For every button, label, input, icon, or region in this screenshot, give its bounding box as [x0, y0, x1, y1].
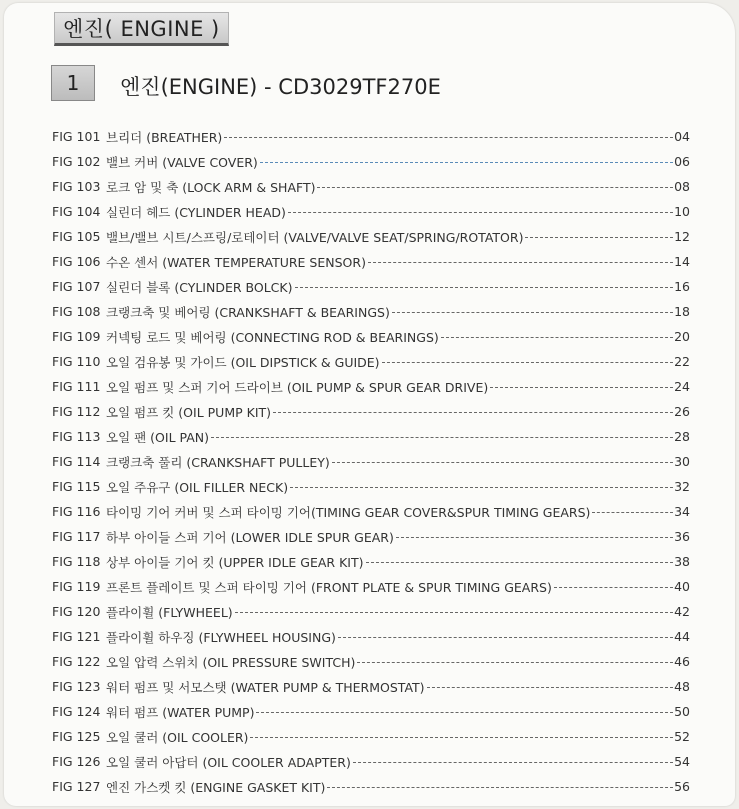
entry-title: 플라이휠 (FLYWHEEL) — [106, 604, 233, 620]
entry-title: 오일 쿨러 아답터 (OIL COOLER ADAPTER) — [106, 754, 351, 770]
dot-leader — [290, 487, 673, 488]
figure-number: FIG 109 — [52, 329, 101, 344]
dot-leader — [353, 762, 673, 763]
page-number: 34 — [674, 504, 690, 519]
toc-entry[interactable] — [52, 424, 690, 449]
entry-title: 프론트 플레이트 및 스퍼 타이밍 기어 (FRONT PLATE & SPUR TIMING GEARS) — [106, 579, 552, 595]
page-number: 26 — [674, 404, 690, 419]
figure-number: FIG 107 — [52, 279, 101, 294]
dot-leader — [338, 637, 673, 638]
page-number: 30 — [674, 454, 690, 469]
page-number: 56 — [674, 779, 690, 794]
page-number: 20 — [674, 329, 690, 344]
figure-number: FIG 116 — [52, 504, 101, 519]
page-number: 04 — [674, 129, 690, 144]
dot-leader — [256, 712, 673, 713]
dot-leader — [224, 137, 673, 138]
toc-entry[interactable] — [52, 274, 690, 299]
entry-title: 실린더 헤드 (CYLINDER HEAD) — [106, 204, 286, 220]
toc-entry[interactable] — [52, 374, 690, 399]
figure-number: FIG 122 — [52, 654, 101, 669]
document-page — [4, 3, 735, 806]
dot-leader — [441, 337, 673, 338]
entry-title: 엔진 가스켓 킷 (ENGINE GASKET KIT) — [106, 779, 326, 795]
page-number: 48 — [674, 679, 690, 694]
entry-title: 로크 암 및 축 (LOCK ARM & SHAFT) — [106, 179, 316, 195]
toc-entry[interactable] — [52, 249, 690, 274]
figure-number: FIG 125 — [52, 729, 101, 744]
dot-leader — [211, 437, 673, 438]
figure-number: FIG 119 — [52, 579, 101, 594]
figure-number: FIG 108 — [52, 304, 101, 319]
entry-title: 실린더 블록 (CYLINDER BOLCK) — [106, 279, 293, 295]
entry-title: 커넥팅 로드 및 베어링 (CONNECTING ROD & BEARINGS) — [106, 329, 439, 345]
figure-number: FIG 111 — [52, 379, 101, 394]
figure-number: FIG 103 — [52, 179, 101, 194]
page-number: 54 — [674, 754, 690, 769]
toc-entry[interactable] — [52, 549, 690, 574]
figure-number: FIG 114 — [52, 454, 101, 469]
toc-entry[interactable] — [52, 649, 690, 674]
figure-number: FIG 112 — [52, 404, 101, 419]
figure-number: FIG 104 — [52, 204, 101, 219]
figure-number: FIG 105 — [52, 229, 101, 244]
figure-number: FIG 106 — [52, 254, 101, 269]
figure-number: FIG 113 — [52, 429, 101, 444]
figure-number: FIG 126 — [52, 754, 101, 769]
figure-number: FIG 115 — [52, 479, 101, 494]
toc-entry[interactable] — [52, 749, 690, 774]
entry-title: 밸브 커버 (VALVE COVER) — [106, 154, 258, 170]
page-number: 10 — [674, 204, 690, 219]
figure-number: FIG 127 — [52, 779, 101, 794]
section-tab: 엔진( ENGINE ) — [54, 12, 229, 46]
toc-entry[interactable] — [52, 774, 690, 799]
dot-leader — [288, 212, 673, 213]
toc-entry[interactable] — [52, 199, 690, 224]
figure-number: FIG 123 — [52, 679, 101, 694]
entry-title: 크랭크축 및 베어링 (CRANKSHAFT & BEARINGS) — [106, 304, 390, 320]
toc-entry[interactable] — [52, 224, 690, 249]
dot-leader — [295, 287, 674, 288]
entry-title: 밸브/밸브 시트/스프링/로테이터 (VALVE/VALVE SEAT/SPRING/ROTATOR) — [106, 229, 524, 245]
entry-title: 오일 검유봉 및 가이드 (OIL DIPSTICK & GUIDE) — [106, 354, 380, 370]
page-number: 24 — [674, 379, 690, 394]
page-number: 36 — [674, 529, 690, 544]
figure-number: FIG 124 — [52, 704, 101, 719]
toc-entry[interactable] — [52, 699, 690, 724]
figure-number: FIG 118 — [52, 554, 101, 569]
dot-leader — [327, 787, 673, 788]
page-number: 28 — [674, 429, 690, 444]
entry-title: 크랭크축 풀리 (CRANKSHAFT PULLEY) — [106, 454, 330, 470]
entry-title: 워터 펌프 (WATER PUMP) — [106, 704, 255, 720]
toc-entry[interactable] — [52, 724, 690, 749]
page-number: 12 — [674, 229, 690, 244]
dot-leader — [260, 162, 673, 163]
page-number: 46 — [674, 654, 690, 669]
toc-entry[interactable] — [52, 624, 690, 649]
dot-leader — [250, 737, 673, 738]
chapter-number: 1 — [51, 65, 95, 101]
figure-number: FIG 110 — [52, 354, 101, 369]
page-number: 08 — [674, 179, 690, 194]
entry-title: 수온 센서 (WATER TEMPERATURE SENSOR) — [106, 254, 366, 270]
entry-title: 상부 아이들 기어 킷 (UPPER IDLE GEAR KIT) — [106, 554, 364, 570]
dot-leader — [273, 412, 673, 413]
entry-title: 오일 압력 스위치 (OIL PRESSURE SWITCH) — [106, 654, 356, 670]
page-number: 38 — [674, 554, 690, 569]
page-number: 50 — [674, 704, 690, 719]
figure-number: FIG 102 — [52, 154, 101, 169]
dot-leader — [357, 662, 673, 663]
dot-leader — [366, 562, 674, 563]
figure-number: FIG 121 — [52, 629, 101, 644]
toc-entry[interactable] — [52, 399, 690, 424]
entry-title: 워터 펌프 및 서모스탯 (WATER PUMP & THERMOSTAT) — [106, 679, 425, 695]
entry-title: 오일 쿨러 (OIL COOLER) — [106, 729, 249, 745]
dot-leader — [382, 362, 673, 363]
toc-entry[interactable] — [52, 574, 690, 599]
page-number: 14 — [674, 254, 690, 269]
figure-number: FIG 120 — [52, 604, 101, 619]
toc-entry[interactable] — [52, 299, 690, 324]
page-number: 06 — [674, 154, 690, 169]
dot-leader — [235, 612, 673, 613]
dot-leader — [396, 537, 673, 538]
page-number: 16 — [674, 279, 690, 294]
dot-leader — [554, 587, 673, 588]
dot-leader — [525, 237, 673, 238]
figure-number: FIG 117 — [52, 529, 101, 544]
entry-title: 하부 아이들 스퍼 기어 (LOWER IDLE SPUR GEAR) — [106, 529, 394, 545]
entry-title: 오일 펌프 킷 (OIL PUMP KIT) — [106, 404, 272, 420]
page-number: 40 — [674, 579, 690, 594]
dot-leader — [592, 512, 673, 513]
page-number: 52 — [674, 729, 690, 744]
toc-entry[interactable] — [52, 599, 690, 624]
toc-entry[interactable] — [52, 149, 690, 174]
dot-leader — [368, 262, 673, 263]
toc-entry[interactable] — [52, 474, 690, 499]
toc-entry[interactable] — [52, 174, 690, 199]
figure-number: FIG 101 — [52, 129, 101, 144]
dot-leader — [490, 387, 673, 388]
entry-title: 오일 주유구 (OIL FILLER NECK) — [106, 479, 289, 495]
page-number: 22 — [674, 354, 690, 369]
entry-title: 오일 펌프 및 스퍼 기어 드라이브 (OIL PUMP & SPUR GEAR DRIVE) — [106, 379, 489, 395]
entry-title: 타이밍 기어 커버 및 스퍼 타이밍 기어(TIMING GEAR COVER&SPUR TIMING GEARS) — [106, 504, 591, 520]
entry-title: 플라이휠 하우징 (FLYWHEEL HOUSING) — [106, 629, 336, 645]
chapter-title: 엔진(ENGINE) - CD3029TF270E — [120, 75, 441, 99]
toc-entry[interactable] — [52, 524, 690, 549]
toc-entry[interactable] — [52, 124, 690, 149]
toc-entry[interactable] — [52, 349, 690, 374]
page-number: 18 — [674, 304, 690, 319]
toc-entry[interactable] — [52, 324, 690, 349]
entry-title: 브리더 (BREATHER) — [106, 129, 223, 145]
dot-leader — [317, 187, 673, 188]
toc-entry[interactable] — [52, 499, 690, 524]
dot-leader — [427, 687, 673, 688]
dot-leader — [392, 312, 673, 313]
table-of-contents — [52, 124, 690, 799]
entry-title: 오일 팬 (OIL PAN) — [106, 429, 210, 445]
page-number: 42 — [674, 604, 690, 619]
toc-entry[interactable] — [52, 449, 690, 474]
page-number: 32 — [674, 479, 690, 494]
page-number: 44 — [674, 629, 690, 644]
dot-leader — [332, 462, 673, 463]
toc-entry[interactable] — [52, 674, 690, 699]
